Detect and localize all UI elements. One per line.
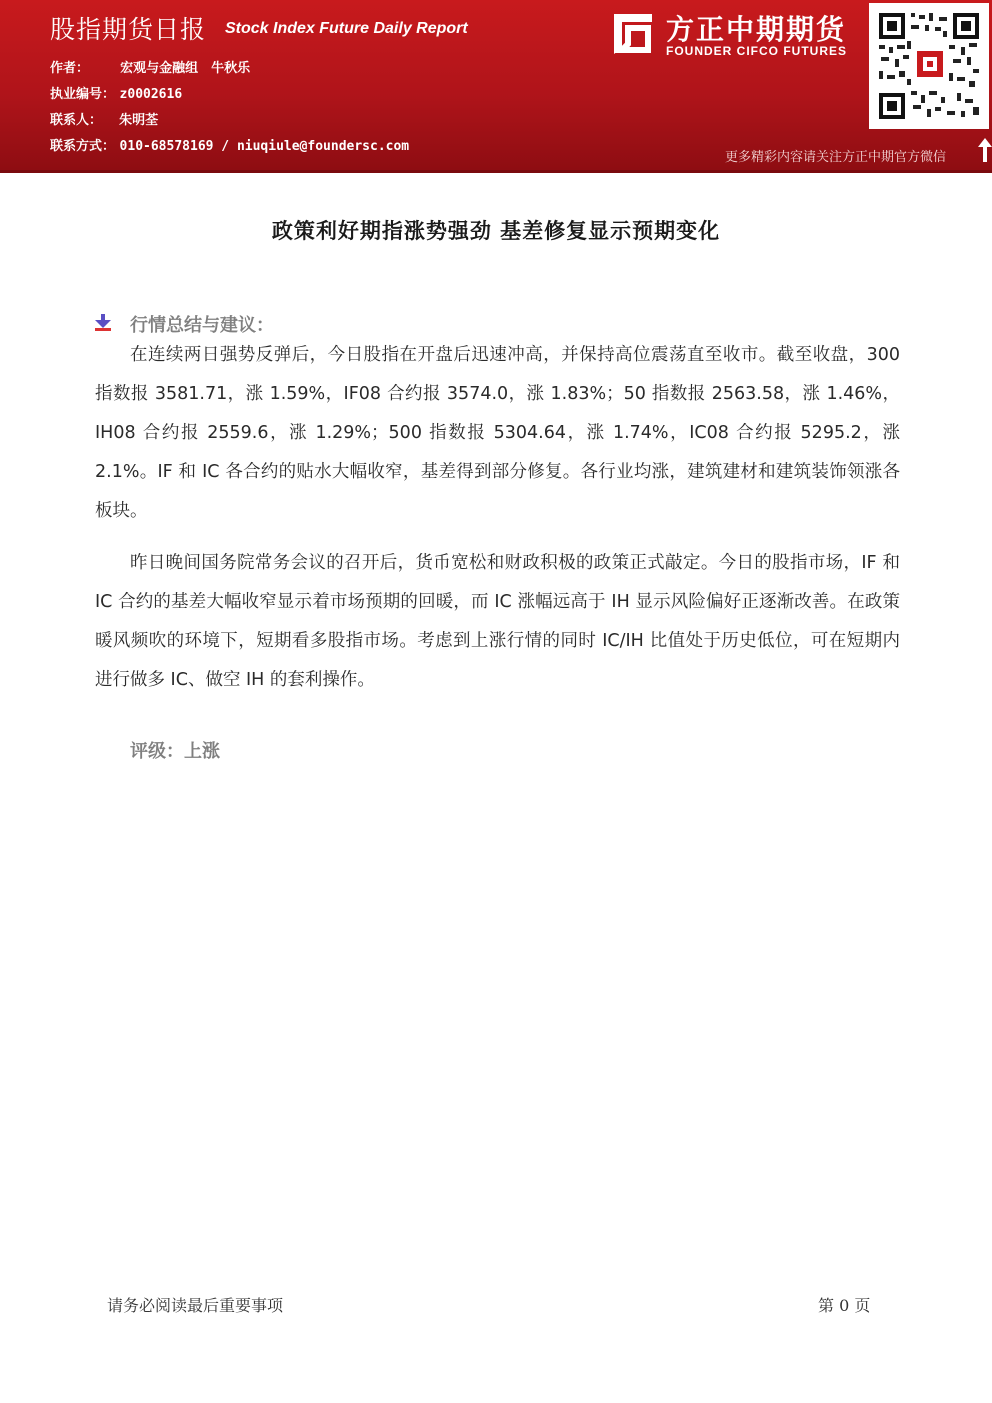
report-title-cn: 股指期货日报: [50, 15, 207, 44]
contact-line: [50, 135, 409, 154]
follow-wechat-text: 更多精彩内容请关注方正中期官方微信: [725, 150, 947, 165]
logo-text-cn: 方正中期期货: [666, 13, 847, 46]
qr-code-icon: [877, 11, 981, 121]
document-title: 政策利好期指涨势强劲 基差修复显示预期变化: [271, 219, 721, 243]
summary-paragraph-2: 昨日晚间国务院常务会议的召开后，货币宽松和财政积极的政策正式敲定。今日的股指市场，IF 和 IC 合约的基差大幅收窄显示着市场预期的回暖，而 IC 涨幅远高于 IH 显示风险偏好正逐渐改善。在政策暖风频吹的环境下，短期看多股指市场。考虑到上涨行情的同时 IC/IH 比值处于历史低位，可在短期内进行做多 IC、做空 IH 的套利操作。: [95, 553, 900, 690]
logo-text-en: FOUNDER CIFCO FUTURES: [666, 44, 847, 58]
author-line: [50, 57, 250, 76]
section-label: 行情总结与建议：: [130, 315, 274, 336]
contact-person-value: 朱明荃: [119, 113, 159, 128]
rating-text: 评级：上涨: [130, 741, 220, 762]
author-value: 宏观与金融组 牛秋乐: [120, 61, 251, 76]
wechat-qr-code: [869, 3, 989, 129]
company-logo: [608, 8, 863, 60]
page-number: 第 0 页: [818, 1296, 871, 1315]
license-line: [50, 83, 182, 102]
bullet-arrow-icon: [95, 314, 111, 332]
logo-mark-icon: [608, 10, 656, 56]
up-arrow-icon: [978, 138, 992, 162]
header-divider: [0, 170, 992, 173]
contact-person-label: 联系人：: [50, 113, 103, 128]
footer-notice: 请务必阅读最后重要事项: [107, 1296, 284, 1315]
license-value: z0002616: [119, 87, 183, 102]
summary-paragraph-1: 在连续两日强势反弹后，今日股指在开盘后迅速冲高，并保持高位震荡直至收市。截至收盘，300 指数报 3581.71，涨 1.59%，IF08 合约报 3574.0，涨 1.83%；50 指数报 2563.58，涨 1.46%，IH08 合约报 2559.6，涨 1.29%；500 指数报 5304.64，涨 1.74%，IC08 合约报 5295.2，涨 2.1%。IF 和 IC 各合约的贴水大幅收窄，基差得到部分修复。各行业均涨，建筑建材和建筑装饰领涨各板块。: [95, 345, 900, 521]
contact-label: 联系方式：: [50, 139, 116, 154]
report-title-en: Stock Index Future Daily Report: [225, 20, 468, 37]
contact-person-line: [50, 109, 158, 128]
contact-value: 010-68578169 / niuqiule@foundersc.com: [119, 139, 410, 154]
author-label: 作者：: [50, 61, 90, 76]
license-label: 执业编号：: [50, 87, 116, 102]
report-header: [0, 0, 992, 170]
